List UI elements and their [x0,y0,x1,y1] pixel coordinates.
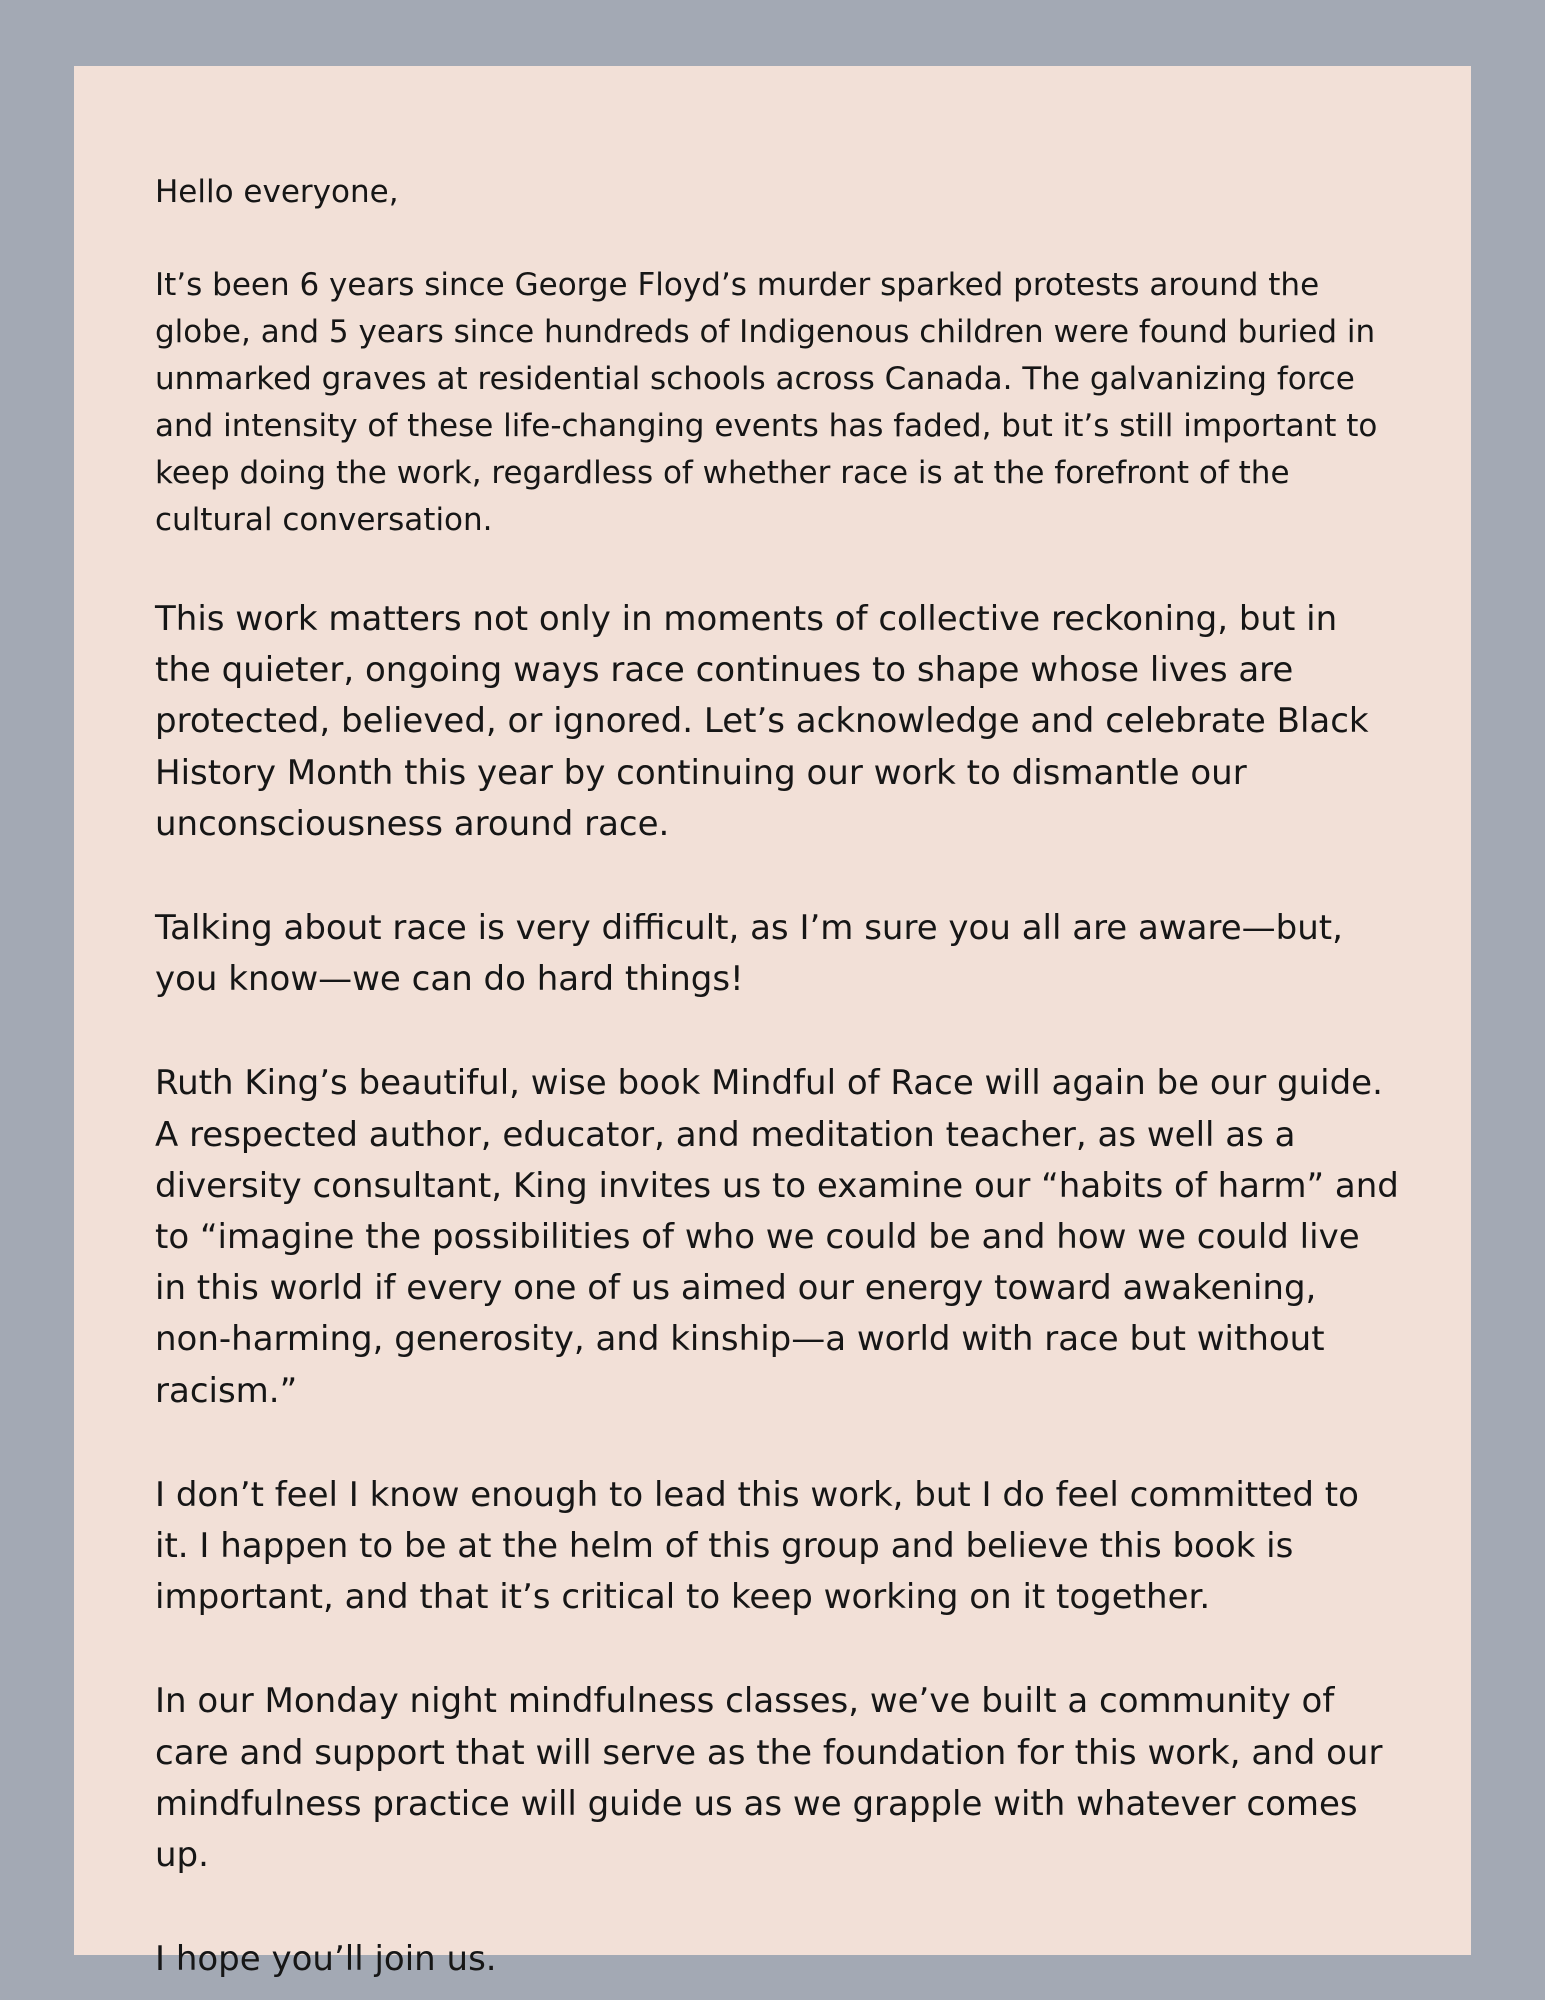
letter-paragraph: Talking about race is very difficult, as I’m sure you all are aware—but, you know—we can do hard things! [155,908,1343,1000]
letter-paragraph-intro: It’s been 6 years since George Floyd’s murder sparked protests around the globe, and 5 years since hundreds of Indigenous children were found buried in unmarked graves at residential schools across Canada. The galvanizing force and intensity of these life-changing events has faded, but it’s still important to keep doing the work, regardless of whether race is at the forefront of the cultural conversation. [155,267,1378,538]
letter-paragraph: I don’t feel I know enough to lead this work, but I do feel committed to it. I happen to be at the helm of this group and believe this book is important, and that it’s critical to keep working on it together. [155,1474,1359,1618]
letter-paragraph: Ruth King’s beautiful, wise book Mindful of Race will again be our guide. A respected author, educator, and meditation teacher, as well as a diversity consultant, King invites us to examine our “habits of harm” and to “imagine the possibilities of who we could be and how we could live in this world if every one of us aimed our energy toward awakening, non-harming, generosity, and kinship—a world with race but without racism.” [155,1063,1399,1411]
letter-paragraph: In our Monday night mindfulness classes, we’ve built a community of care and support that will serve as the foundation for this work, and our mindfulness practice will guide us as we grapple with whatever comes up. [155,1681,1383,1876]
letter-greeting: Hello everyone, [155,174,399,210]
letter-closing: I hope you’ll join us. [155,1939,497,1980]
letter-paragraph: This work matters not only in moments of collective reckoning, but in the quieter, ongoing ways race continues to shape whose lives are protected, believed, or ignored. Let’s acknowledge and celebrate Black History Month this year by continuing our work to dismantle our unconsciousness around race. [155,599,1369,844]
letter-page [74,66,1471,1980]
